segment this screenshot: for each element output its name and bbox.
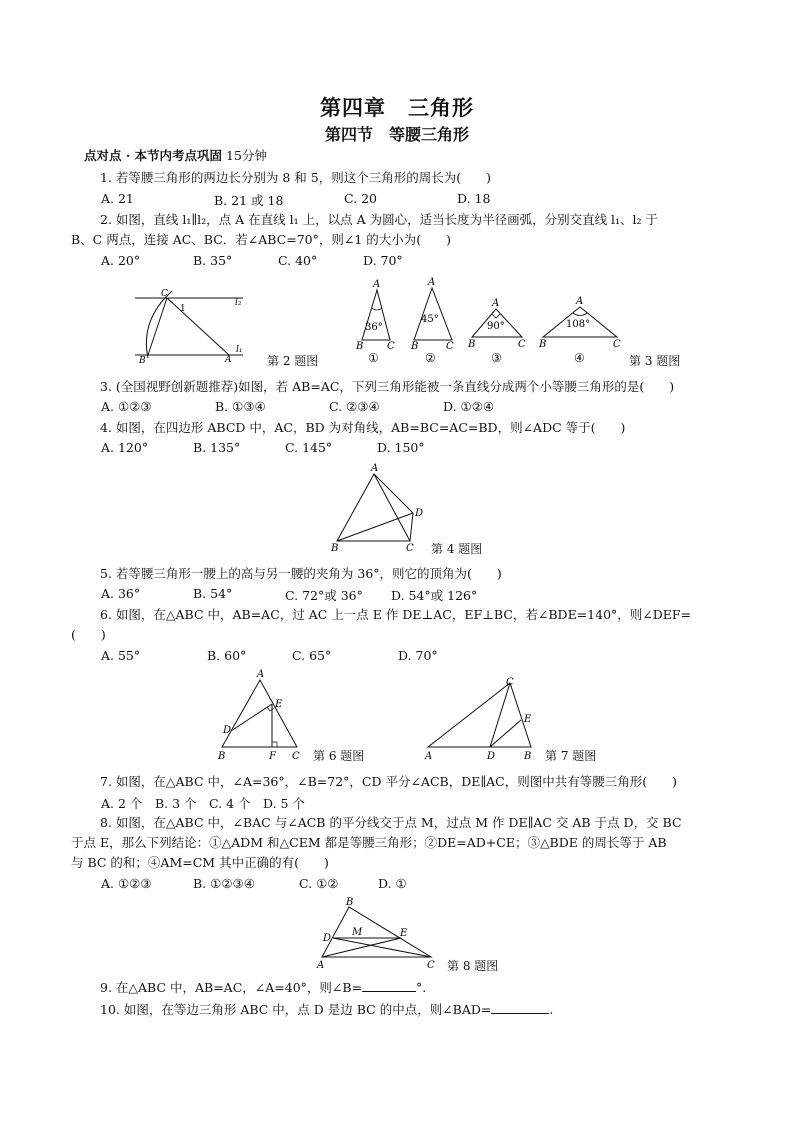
fig7-label-a: A xyxy=(425,751,433,762)
question-8-line2: 于点 E，那么下列结论：①△ADM 和△CEM 都是等腰三角形；②DE=AD+CE；③△BDE 的周长等于 AB xyxy=(71,835,667,850)
q2-option-d: D. 70° xyxy=(363,253,403,268)
fig3-b2: B xyxy=(411,341,419,352)
question-8-line3: 与 BC 的和；④AM=CM 其中正确的有( ) xyxy=(71,855,329,870)
fig3-caption: 第 3 题图 xyxy=(629,354,681,368)
q8-option-b: B. ①②③④ xyxy=(193,876,255,891)
fig2-label-b: B xyxy=(139,356,146,366)
fig4-label-d: D xyxy=(415,508,424,519)
fig8-label-e: E xyxy=(400,928,408,939)
q5-option-b: B. 54° xyxy=(193,586,233,601)
question-7: 7. 如图，在△ABC 中，∠A=36°，∠B=72°，CD 平分∠ACB，DE∥AC，则图中共有等腰三角形( ) xyxy=(100,774,677,789)
q2-option-c: C. 40° xyxy=(278,253,318,268)
q8-option-c: C. ①② xyxy=(299,876,339,891)
fig3-angle-3: 90° xyxy=(487,321,505,332)
q8-option-d: D. ① xyxy=(378,876,407,891)
q6-option-b: B. 60° xyxy=(207,648,247,663)
fig3-angle-4: 108° xyxy=(566,319,591,330)
q6-option-d: D. 70° xyxy=(398,648,438,663)
fig2-caption: 第 2 题图 xyxy=(267,354,319,368)
question-2-line2: B、C 两点，连接 AC、BC．若∠ABC=70°，则∠1 的大小为( ) xyxy=(71,232,452,247)
fig8-label-a: A xyxy=(317,960,325,971)
q9-text: 9. 在△ABC 中，AB=AC，∠A=40°，则∠B= xyxy=(100,980,363,995)
q7-option-a: A. 2 个 xyxy=(101,796,143,811)
q7-option-c: C. 4 个 xyxy=(209,796,251,811)
q9-answer-blank[interactable] xyxy=(362,981,416,992)
fig8-label-b: B xyxy=(346,897,354,908)
q7-option-d: D. 5 个 xyxy=(263,796,305,811)
q3-option-d: D. ①②④ xyxy=(443,399,495,414)
fig3-num-1: ① xyxy=(368,351,379,365)
q7-option-b: B. 3 个 xyxy=(155,796,197,811)
fig6-label-b: B xyxy=(218,751,226,762)
fig7-caption: 第 7 题图 xyxy=(545,749,597,763)
fig2-label-a: A xyxy=(225,355,232,365)
fig7-label-d: D xyxy=(487,751,496,762)
fig6-label-a: A xyxy=(257,669,265,680)
q4-option-c: C. 145° xyxy=(285,440,333,455)
chapter-title: 第四章 三角形 xyxy=(320,95,474,120)
fig8-label-m: M xyxy=(352,927,363,938)
q2-option-a: A. 20° xyxy=(101,253,141,268)
q6-option-c: C. 65° xyxy=(292,648,332,663)
fig3-c3: C xyxy=(518,339,526,350)
q4-option-d: D. 150° xyxy=(377,440,425,455)
fig3-a2: A xyxy=(428,277,436,288)
q5-option-d: D. 54°或 126° xyxy=(391,588,478,603)
q5-option-c: C. 72°或 36° xyxy=(285,588,363,603)
fig3-c2: C xyxy=(446,341,454,352)
question-6-line1: 6. 如图，在△ABC 中，AB=AC，过 AC 上一点 E 作 DE⊥AC，EF⊥BC，若∠BDE=140°，则∠DEF= xyxy=(100,607,692,622)
fig7-label-c: C xyxy=(506,677,514,688)
fig3-b4: B xyxy=(539,339,547,350)
fig3-a1: A xyxy=(373,279,381,290)
q4-option-b: B. 135° xyxy=(193,440,241,455)
fig6-label-f: F xyxy=(269,751,276,762)
fig4-label-c: C xyxy=(406,543,414,554)
fig3-angle-2: 45° xyxy=(421,314,439,325)
fig7-label-e: E xyxy=(524,714,532,725)
question-5: 5. 若等腰三角形一腰上的高与另一腰的夹角为 36°，则它的顶角为( ) xyxy=(100,566,502,581)
q3-option-b: B. ①③④ xyxy=(215,399,266,414)
q6-option-a: A. 55° xyxy=(101,648,141,663)
question-2-line1: 2. 如图，直线 l₁∥l₂，点 A 在直线 l₁ 上，以点 A 为圆心，适当长度为半径画弧，分别交直线 l₁、l₂ 于 xyxy=(100,212,659,227)
question-10 xyxy=(100,1002,553,1017)
fig3-num-3: ③ xyxy=(491,351,502,365)
q1-option-d: D. 18 xyxy=(457,191,491,206)
fig6-label-d: D xyxy=(223,725,232,736)
fig3-a4: A xyxy=(576,296,584,307)
fig4-label-a: A xyxy=(371,463,379,474)
fig2-label-1: 1 xyxy=(180,304,186,314)
q1-option-c: C. 20 xyxy=(344,191,377,206)
fig2-label-c: C xyxy=(161,289,168,299)
q8-option-a: A. ①②③ xyxy=(101,876,152,891)
question-6-line2: ( ) xyxy=(71,627,106,642)
q9-text-end: °. xyxy=(416,980,427,995)
fig7-label-b: B xyxy=(524,751,532,762)
fig6-caption: 第 6 题图 xyxy=(313,749,365,763)
question-1: 1. 若等腰三角形的两边长分别为 8 和 5，则这个三角形的周长为( ) xyxy=(100,170,491,185)
q3-option-c: C. ②③④ xyxy=(329,399,380,414)
q10-text-end: . xyxy=(549,1002,554,1017)
q2-option-b: B. 35° xyxy=(193,253,233,268)
question-8-line1: 8. 如图，在△ABC 中，∠BAC 与∠ACB 的平分线交于点 M，过点 M 作 DE∥AC 交 AB 于点 D，交 BC xyxy=(100,815,682,830)
question-4: 4. 如图，在四边形 ABCD 中，AC，BD 为对角线，AB=BC=AC=BD，则∠ADC 等于( ) xyxy=(100,420,626,435)
fig2-label-l2: l₂ xyxy=(235,298,242,308)
fig6-label-c: C xyxy=(292,751,300,762)
q5-option-a: A. 36° xyxy=(101,586,141,601)
fig2-label-l1: l₁ xyxy=(236,345,243,355)
q1-option-a: A. 21 xyxy=(101,191,134,206)
fig3-b1: B xyxy=(356,341,364,352)
fig3-c4: C xyxy=(613,339,621,350)
fig4-label-b: B xyxy=(331,543,339,554)
fig8-label-c: C xyxy=(427,960,435,971)
q10-answer-blank[interactable] xyxy=(491,1003,549,1014)
fig6-label-e: E xyxy=(275,699,283,710)
section-header-label: 点对点 · 本节内考点巩固 xyxy=(84,148,223,163)
q1-option-b: B. 21 或 18 xyxy=(214,193,284,208)
q10-text: 10. 如图，在等边三角形 ABC 中，点 D 是边 BC 的中点，则∠BAD= xyxy=(100,1002,492,1017)
q4-option-a: A. 120° xyxy=(101,440,149,455)
q3-option-a: A. ①②③ xyxy=(101,399,152,414)
fig3-b3: B xyxy=(468,339,476,350)
fig3-c1: C xyxy=(387,341,395,352)
section-title: 第四节 等腰三角形 xyxy=(324,125,469,144)
section-header-time: 15分钟 xyxy=(226,148,267,163)
fig3-a3: A xyxy=(492,298,500,309)
fig3-angle-1: 36° xyxy=(365,322,383,333)
question-3: 3. (全国视野创新题推荐)如图，若 AB=AC，下列三角形能被一条直线分成两个小等腰三角形的是( ) xyxy=(100,379,675,394)
fig3-num-2: ② xyxy=(425,351,436,365)
fig8-caption: 第 8 题图 xyxy=(447,959,499,973)
fig3-num-4: ④ xyxy=(574,351,585,365)
fig8-label-d: D xyxy=(323,933,332,944)
question-9 xyxy=(100,980,426,995)
fig4-caption: 第 4 题图 xyxy=(431,542,483,556)
